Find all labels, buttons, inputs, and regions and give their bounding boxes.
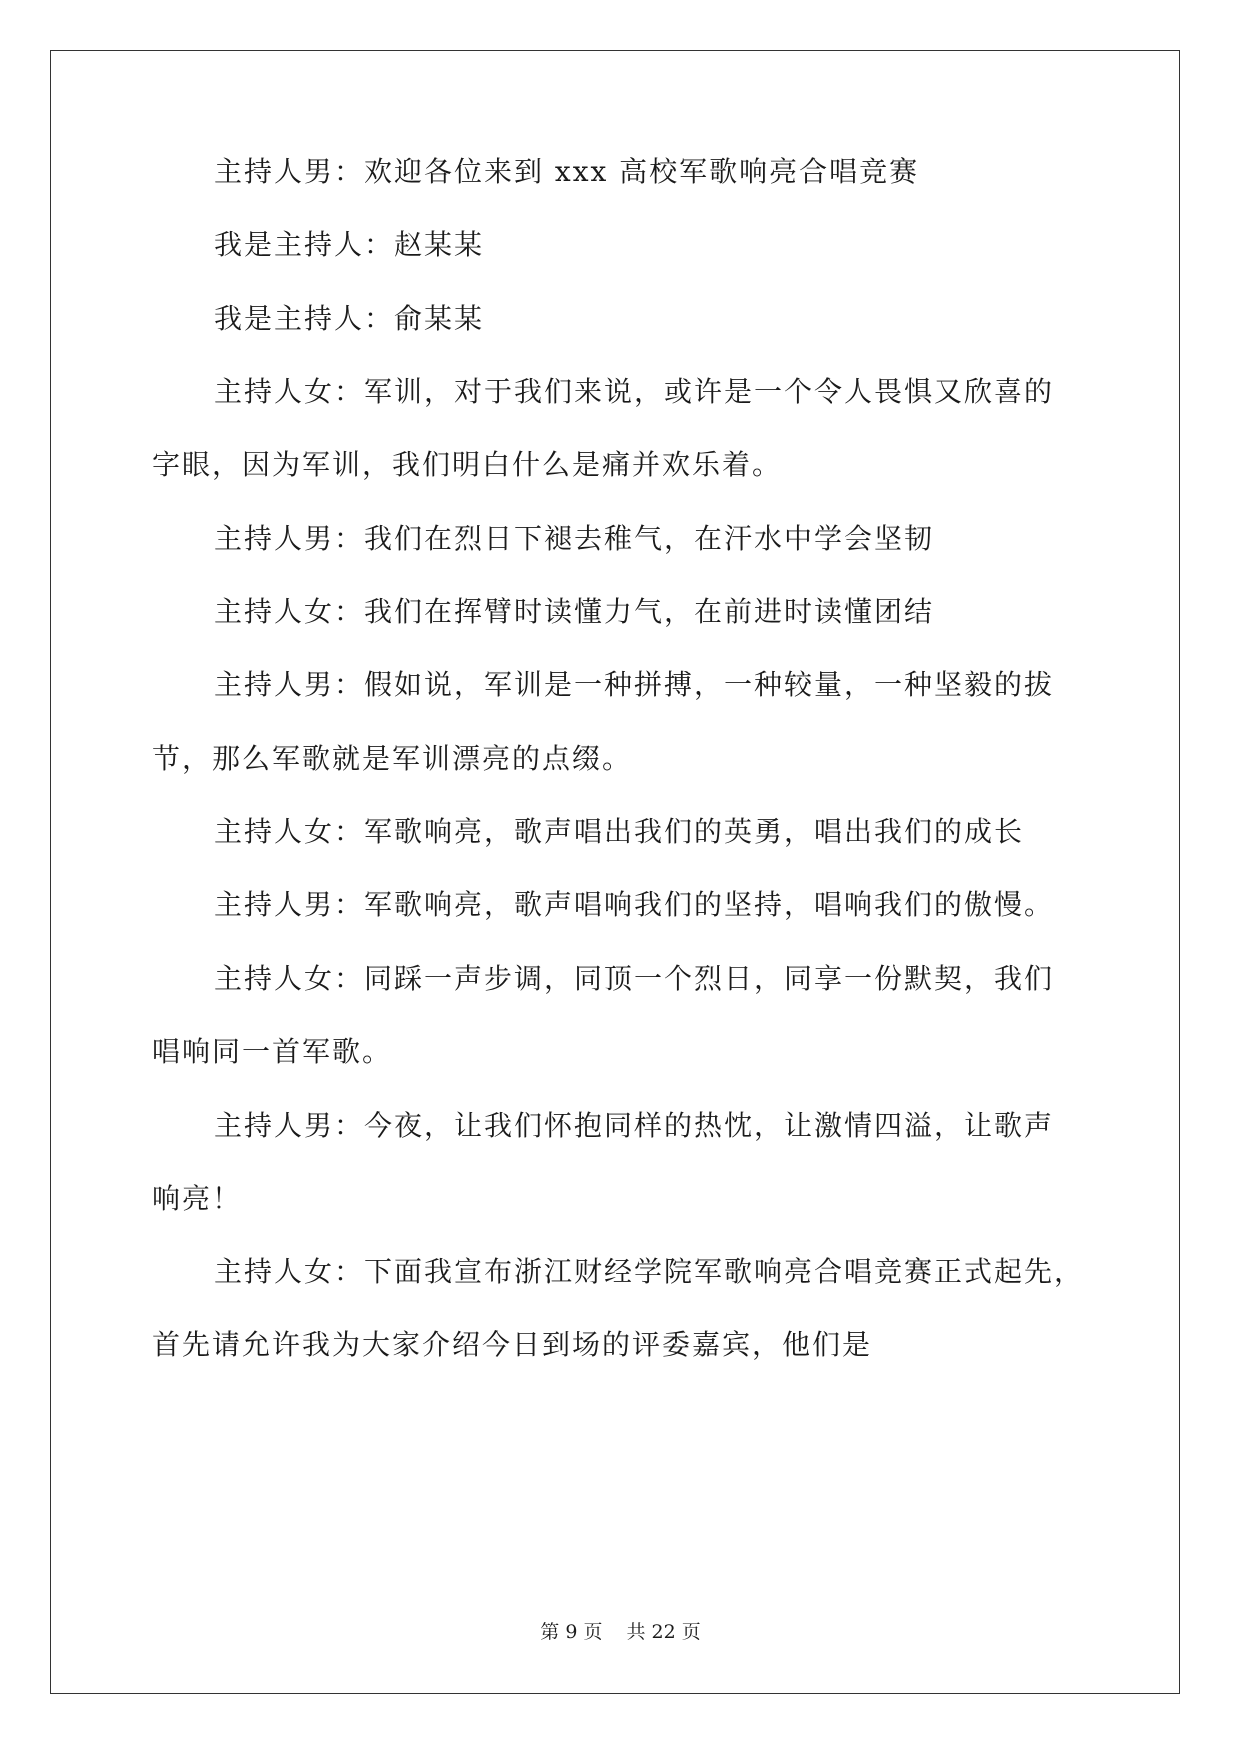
paragraph: 主持人男：军歌响亮，歌声唱响我们的坚持，唱响我们的傲慢。	[214, 888, 1055, 921]
paragraph: 我是主持人：赵某某	[214, 228, 485, 261]
paragraph: 主持人女：我们在挥臂时读懂力气，在前进时读懂团结	[214, 595, 935, 628]
paragraph-line: 主持人女：军训，对于我们来说，或许是一个令人畏惧又欣喜的	[214, 375, 1055, 408]
paragraph-line: 主持人女：同踩一声步调，同顶一个烈日，同享一份默契，我们	[214, 962, 1055, 995]
paragraph-line: 主持人男：今夜，让我们怀抱同样的热忱，让激情四溢，让歌声	[214, 1109, 1055, 1142]
paragraph: 主持人女：军歌响亮，歌声唱出我们的英勇，唱出我们的成长	[214, 815, 1025, 848]
paragraph-line: 主持人男：假如说，军训是一种拼搏，一种较量，一种坚毅的拔	[214, 668, 1055, 701]
page-border	[50, 50, 1180, 1694]
page-total: 共 22 页	[626, 1621, 701, 1643]
paragraph-line: 唱响同一首军歌。	[152, 1035, 393, 1068]
paragraph-line: 主持人女：下面我宣布浙江财经学院军歌响亮合唱竞赛正式起先，	[214, 1255, 1085, 1288]
page-footer	[0, 1620, 1241, 1644]
page-number: 第 9 页	[540, 1621, 603, 1643]
paragraph-line: 字眼，因为军训，我们明白什么是痛并欢乐着。	[152, 448, 783, 481]
paragraph: 我是主持人：俞某某	[214, 302, 485, 335]
paragraph-line: 节，那么军歌就是军训漂亮的点缀。	[152, 742, 633, 775]
paragraph-line: 响亮！	[152, 1182, 243, 1215]
paragraph: 主持人男：欢迎各位来到 xxx 高校军歌响亮合唱竞赛	[214, 155, 920, 188]
paragraph-line: 首先请允许我为大家介绍今日到场的评委嘉宾，他们是	[152, 1328, 873, 1361]
paragraph: 主持人男：我们在烈日下褪去稚气，在汗水中学会坚韧	[214, 522, 935, 555]
